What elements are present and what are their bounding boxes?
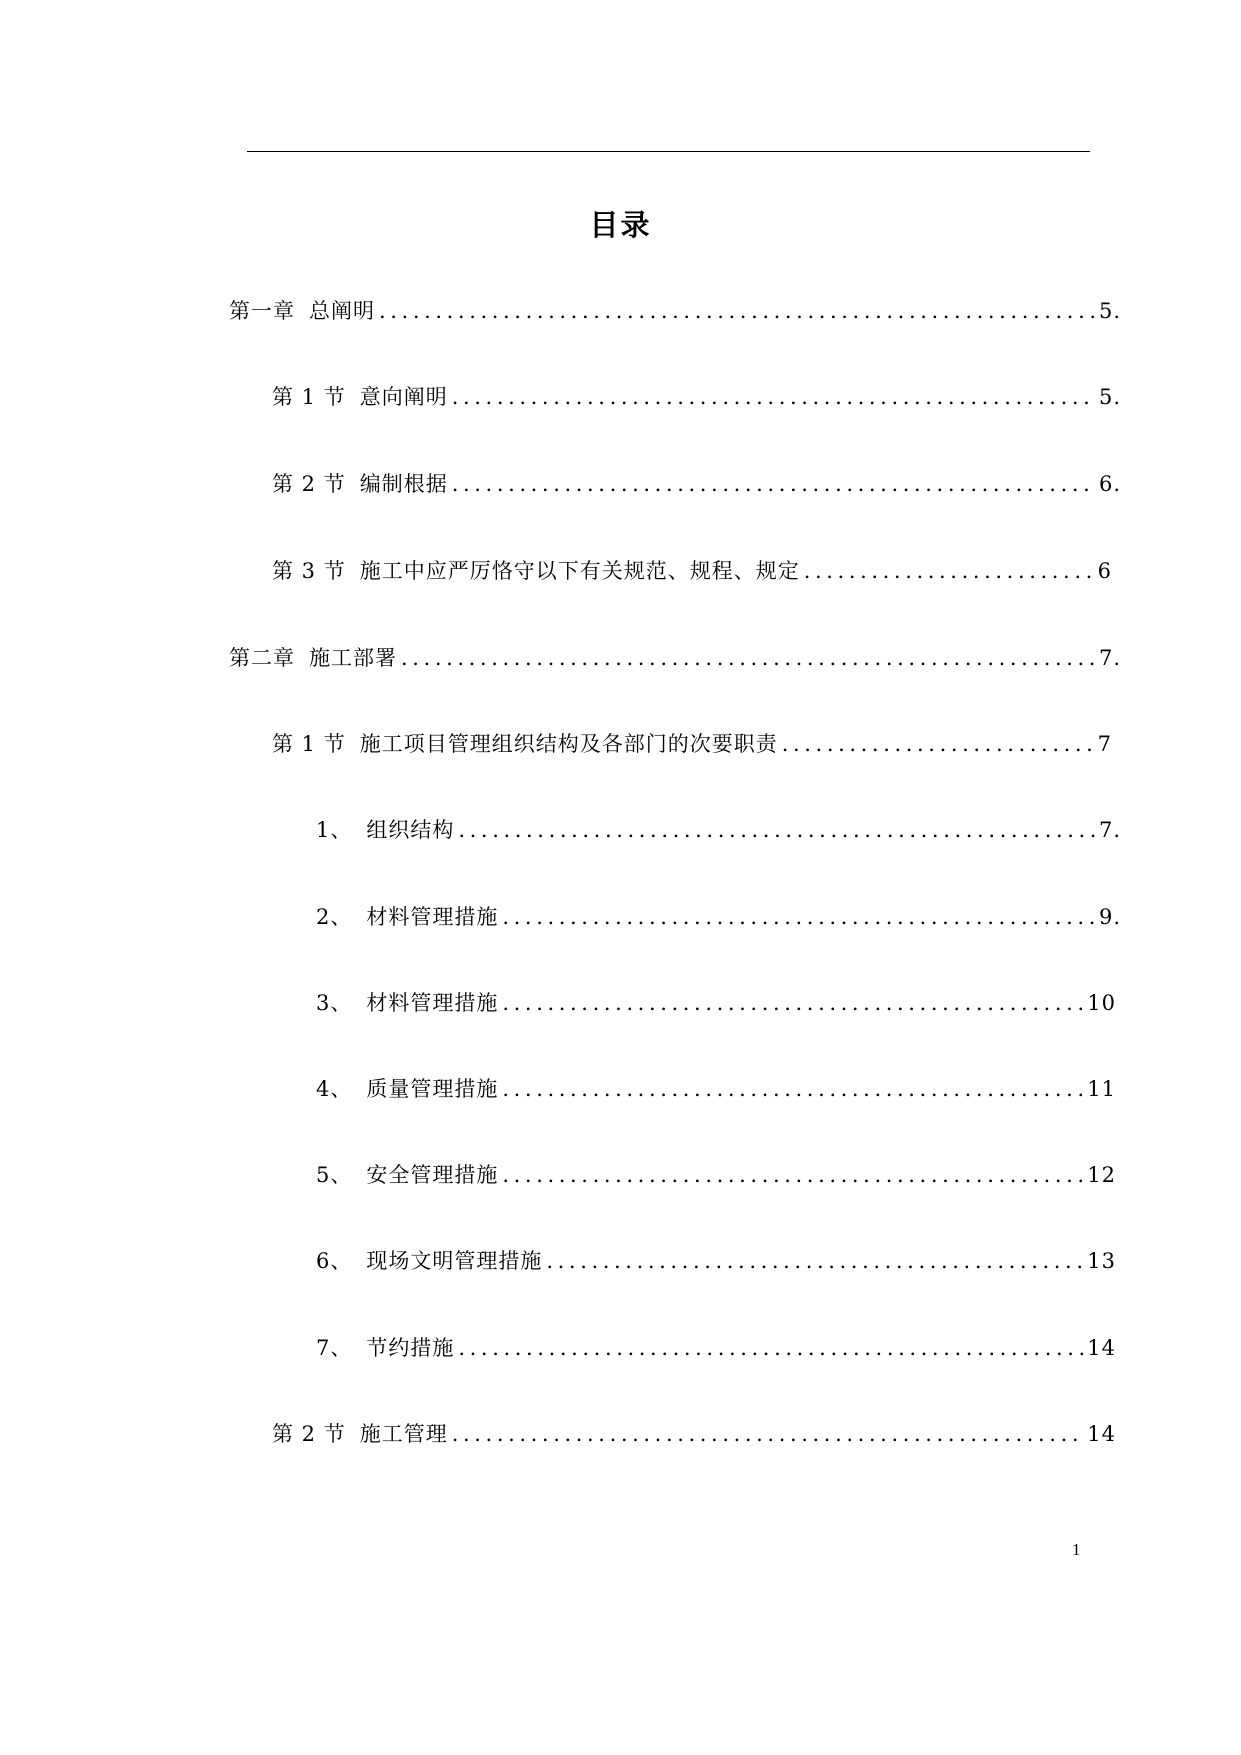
toc-entry-item-2[interactable]	[316, 902, 1121, 932]
toc-entry-text: 施工部署	[309, 646, 397, 670]
toc-entry-label	[316, 1074, 498, 1104]
toc-entry-page: 7.	[1098, 646, 1121, 670]
toc-entry-prefix: 5、	[316, 1163, 353, 1187]
toc-entry-text: 总阐明	[309, 299, 375, 323]
toc-entry-page: 10	[1087, 991, 1116, 1015]
dot-leader	[458, 1333, 1083, 1363]
toc-entry-section-2-1[interactable]	[272, 729, 1112, 759]
dot-leader	[401, 643, 1095, 673]
toc-entry-page: 5.	[1098, 385, 1121, 409]
toc-entry-page: 6.	[1098, 472, 1121, 496]
toc-entry-item-3[interactable]	[316, 988, 1116, 1018]
toc-entry-label	[272, 556, 800, 586]
toc-entry-item-7[interactable]	[316, 1333, 1116, 1363]
toc-entry-label	[272, 729, 778, 759]
toc-entry-text: 材料管理措施	[366, 905, 499, 929]
toc-title: 目录	[589, 208, 652, 242]
toc-entry-text: 施工管理	[359, 1422, 448, 1446]
toc-entry-label	[229, 296, 375, 326]
toc-entry-prefix: 3、	[316, 991, 353, 1015]
toc-entry-chapter-2[interactable]	[229, 643, 1121, 673]
toc-entry-section-1-2[interactable]	[272, 469, 1121, 499]
dot-leader	[502, 1160, 1083, 1190]
toc-entry-page: 12	[1087, 1163, 1116, 1187]
dot-leader	[452, 1419, 1084, 1449]
dot-leader	[502, 988, 1083, 1018]
toc-entry-page: 6	[1097, 559, 1112, 583]
toc-entry-item-1[interactable]	[316, 815, 1121, 845]
toc-entry-text: 编制根据	[359, 472, 448, 496]
toc-entry-page: 9.	[1098, 905, 1121, 929]
toc-entry-prefix: 2、	[316, 905, 353, 929]
dot-leader	[379, 296, 1095, 326]
dot-leader	[782, 729, 1094, 759]
toc-entry-prefix: 第 3 节	[272, 559, 346, 583]
toc-entry-text: 节约措施	[366, 1336, 455, 1360]
toc-entry-page: 14	[1087, 1422, 1116, 1446]
toc-entry-item-4[interactable]	[316, 1074, 1116, 1104]
page-number: 1	[1072, 1540, 1081, 1559]
toc-entry-section-1-3[interactable]	[272, 556, 1112, 586]
toc-entry-label	[229, 643, 397, 673]
toc-entry-label	[316, 815, 454, 845]
toc-entry-label	[316, 988, 498, 1018]
toc-entry-page: 7	[1097, 732, 1112, 756]
dot-leader	[458, 815, 1095, 845]
toc-entry-prefix: 第 2 节	[272, 1422, 346, 1446]
dot-leader	[452, 382, 1095, 412]
toc-entry-text: 材料管理措施	[366, 991, 499, 1015]
toc-entry-prefix: 7、	[316, 1336, 353, 1360]
toc-entry-page: 5.	[1098, 299, 1121, 323]
toc-entry-text: 现场文明管理措施	[366, 1249, 543, 1273]
toc-entry-text: 施工中应严厉恪守以下有关规范、规程、规定	[359, 559, 800, 583]
toc-entry-prefix: 第二章	[229, 646, 295, 670]
toc-entry-prefix: 1、	[316, 818, 353, 842]
toc-entry-prefix: 第 1 节	[272, 732, 346, 756]
toc-entry-label	[272, 382, 448, 412]
toc-entry-section-1-1[interactable]	[272, 382, 1121, 412]
toc-entry-text: 质量管理措施	[366, 1077, 499, 1101]
toc-entry-item-5[interactable]	[316, 1160, 1116, 1190]
toc-entry-label	[316, 902, 498, 932]
toc-entry-label	[316, 1160, 498, 1190]
toc-entry-page: 7.	[1098, 818, 1121, 842]
dot-leader	[452, 469, 1095, 499]
dot-leader	[546, 1246, 1083, 1276]
dot-leader	[502, 902, 1095, 932]
toc-entry-page: 11	[1087, 1077, 1116, 1101]
toc-entry-prefix: 6、	[316, 1249, 353, 1273]
toc-entry-item-6[interactable]	[316, 1246, 1116, 1276]
toc-entry-page: 14	[1087, 1336, 1116, 1360]
toc-entry-text: 安全管理措施	[366, 1163, 499, 1187]
dot-leader	[804, 556, 1094, 586]
toc-entry-prefix: 第 1 节	[272, 385, 346, 409]
toc-entry-text: 施工项目管理组织结构及各部门的次要职责	[359, 732, 778, 756]
toc-entry-prefix: 第 2 节	[272, 472, 346, 496]
toc-entry-page: 13	[1087, 1249, 1116, 1273]
toc-entry-label	[316, 1246, 542, 1276]
toc-entry-prefix: 第一章	[229, 299, 295, 323]
toc-entry-text: 意向阐明	[359, 385, 448, 409]
toc-entry-label	[316, 1333, 454, 1363]
toc-entry-prefix: 4、	[316, 1077, 353, 1101]
toc-entry-text: 组织结构	[366, 818, 455, 842]
toc-entry-chapter-1[interactable]	[229, 296, 1121, 326]
dot-leader	[502, 1074, 1083, 1104]
toc-entry-label	[272, 469, 448, 499]
toc-entry-section-2-2[interactable]	[272, 1419, 1116, 1449]
toc-entry-label	[272, 1419, 448, 1449]
